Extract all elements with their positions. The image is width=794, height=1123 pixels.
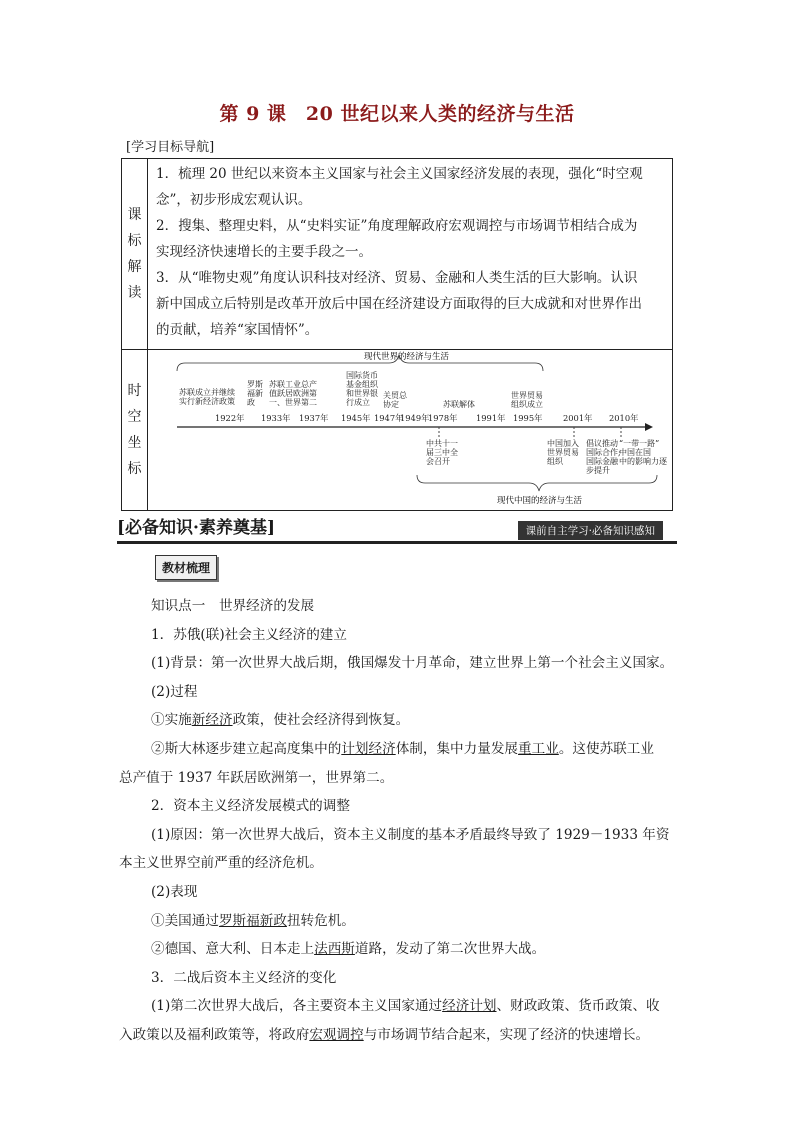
event-label: 世界贸易 xyxy=(511,391,543,400)
text-span: 扭转危机。 xyxy=(286,912,355,929)
learning-goals-table xyxy=(121,158,673,511)
year-label: 1995年 xyxy=(513,413,543,423)
section-header xyxy=(117,513,677,544)
year-label: 2001年 xyxy=(563,413,593,423)
answer-blank: 法西斯 xyxy=(314,941,355,958)
goal-line: 念”，初步形成宏观认识。 xyxy=(156,192,312,208)
answer-blank: 重工业 xyxy=(518,740,559,757)
year-label: 1991年 xyxy=(476,413,506,423)
subheading: 3．二战后资本主义经济的变化 xyxy=(151,969,337,986)
section-subtitle: 课前自主学习·必备知识感知 xyxy=(518,521,663,540)
side-char: 解 xyxy=(127,259,142,275)
text-span: 入政策以及福利政策等，将政府 xyxy=(119,1026,310,1043)
event-label: 苏联解体 xyxy=(443,400,475,409)
goal-line: 2．搜集、整理史料，从“史料实证”角度理解政府宏观调控与市场调节相结合成为 xyxy=(156,218,638,234)
timeline-side-label xyxy=(122,350,148,511)
goal-line: 的贡献，培养“家国情怀”。 xyxy=(156,322,319,338)
text-span: ①实施 xyxy=(151,712,192,729)
learning-goals-label: [学习目标导航] xyxy=(126,140,215,155)
paragraph xyxy=(151,992,681,1021)
paragraph xyxy=(151,907,681,936)
side-char: 空 xyxy=(127,409,142,425)
text-span: 体制，集中力量发展 xyxy=(395,740,519,757)
year-label: 1922年 xyxy=(215,413,245,423)
goal-line: 新中国成立后特别是改革开放后中国在经济建设方面取得的巨大成就和对世界作出 xyxy=(156,296,642,312)
paragraph-continuation xyxy=(119,1021,681,1050)
event-label: 国际合作; xyxy=(586,448,621,457)
event-label: 福新 xyxy=(247,389,263,398)
event-label: 基金组织 xyxy=(346,380,378,389)
event-label: 世界贸易 xyxy=(547,448,579,457)
side-char: 读 xyxy=(127,285,142,301)
paragraph xyxy=(151,935,681,964)
timeline-cell xyxy=(148,350,673,511)
side-char: 标 xyxy=(127,233,142,249)
paragraph: (1)原因：第一次世界大战后，资本主义制度的基本矛盾最终导致了 1929－1933 年资 xyxy=(151,826,670,843)
side-char: 标 xyxy=(127,461,142,477)
answer-blank: 计划经济 xyxy=(341,740,396,757)
event-label: 步提升 xyxy=(586,466,610,475)
answer-blank: 新经济 xyxy=(191,712,233,729)
event-label: 届三中全 xyxy=(426,448,458,457)
event-label: 政 xyxy=(247,398,255,407)
event-label: 和世界银 xyxy=(346,389,378,398)
event-label: 中的影响力逐 xyxy=(619,457,667,466)
side-char: 时 xyxy=(127,383,142,399)
event-label: 倡议推动 xyxy=(586,439,618,448)
year-label: 1978年 xyxy=(428,413,458,423)
goal-line: 3．从“唯物史观”角度认识科技对经济、贸易、金融和人类生活的巨大影响。认识 xyxy=(156,270,638,286)
timeline-bottom-title: 现代中国的经济与生活 xyxy=(497,496,583,506)
event-label: 罗斯 xyxy=(247,380,263,389)
answer-blank: 经济计划 xyxy=(442,998,497,1015)
year-label: 1949年 xyxy=(400,413,430,423)
paragraph xyxy=(151,735,681,764)
answer-blank: 罗斯福新政 xyxy=(218,912,287,929)
text-span: 。这使苏联工业 xyxy=(558,740,654,757)
timeline-top-title: 现代世界的经济与生活 xyxy=(364,352,450,362)
event-label: 中国加入 xyxy=(547,439,579,448)
bottom-brace xyxy=(417,475,657,491)
curriculum-side-label xyxy=(122,159,148,350)
curriculum-content xyxy=(148,159,673,350)
text-span: ②德国、意大利、日本走上 xyxy=(151,941,315,958)
event-label: 组织 xyxy=(547,457,563,466)
timeline-arrow xyxy=(645,423,653,431)
text-span: (1)第二次世界大战后，各主要资本主义国家通过 xyxy=(151,998,443,1015)
event-label: 协定 xyxy=(383,400,399,409)
paragraph-continuation: 本主义世界空前严重的经济危机。 xyxy=(119,855,323,872)
goal-line: 实现经济快速增长的主要手段之一。 xyxy=(156,244,372,260)
paragraph: (2)表现 xyxy=(151,883,198,900)
event-label: 中共十一 xyxy=(426,439,458,448)
paragraph: (2)过程 xyxy=(151,683,198,700)
event-label: 实行新经济政策 xyxy=(179,397,235,406)
event-label: “一带一路” xyxy=(619,439,660,448)
event-label: 一、世界第二 xyxy=(269,398,317,407)
section-title: [必备知识·素养奠基] xyxy=(117,518,276,538)
paragraph xyxy=(151,706,681,735)
event-label: 会召开 xyxy=(426,457,450,466)
knowledge-point-heading: 知识点一 世界经济的发展 xyxy=(151,598,315,614)
paragraph: (1)背景：第一次世界大战后期，俄国爆发十月革命，建立世界上第一个社会主义国家。 xyxy=(151,655,674,672)
event-label: 行成立 xyxy=(346,398,370,407)
event-label: 国际货币 xyxy=(346,371,378,380)
timeline-diagram xyxy=(149,351,671,509)
subheading: 1．苏俄(联)社会主义经济的建立 xyxy=(151,626,347,643)
subheading: 2．资本主义经济发展模式的调整 xyxy=(151,798,350,815)
event-label: 苏联工业总产 xyxy=(269,380,317,389)
text-span: 政策，使社会经济得到恢复。 xyxy=(232,712,410,729)
event-label: 关贸总 xyxy=(383,391,407,400)
top-brace xyxy=(177,355,543,371)
event-label: 组织成立 xyxy=(511,400,543,409)
answer-blank: 宏观调控 xyxy=(309,1026,364,1043)
text-span: ②斯大林逐步建立起高度集中的 xyxy=(151,740,342,757)
event-label: 值跃居欧洲第 xyxy=(269,389,317,398)
year-label: 1945年 xyxy=(341,413,371,423)
side-char: 课 xyxy=(127,207,142,223)
text-span: 道路，发动了第二次世界大战。 xyxy=(354,941,546,958)
text-span: 、财政政策、货币政策、收 xyxy=(496,998,660,1015)
side-char: 坐 xyxy=(127,435,142,451)
paragraph-continuation: 总产值于 1937 年跃居欧洲第一，世界第二。 xyxy=(119,769,394,786)
year-label: 1947年 xyxy=(374,413,404,423)
text-span: ①美国通过 xyxy=(151,912,219,929)
lesson-title: 第 9 课 20 世纪以来人类的经济与生活 xyxy=(219,103,575,125)
year-label: 1933年 xyxy=(261,413,291,423)
text-span: 与市场调节结合起来，实现了经济的快速增长。 xyxy=(363,1026,650,1043)
textbook-tag: 教材梳理 xyxy=(155,555,217,580)
year-label: 1937年 xyxy=(299,413,329,423)
event-label: 国际金融 xyxy=(586,457,618,466)
event-label: 苏联成立并继续 xyxy=(179,388,235,397)
body-text xyxy=(119,592,681,1050)
year-label: 2010年 xyxy=(609,413,639,423)
event-label: 中国在国 xyxy=(619,448,651,457)
goal-line: 1．梳理 20 世纪以来资本主义国家与社会主义国家经济发展的表现，强化“时空观 xyxy=(156,166,643,182)
